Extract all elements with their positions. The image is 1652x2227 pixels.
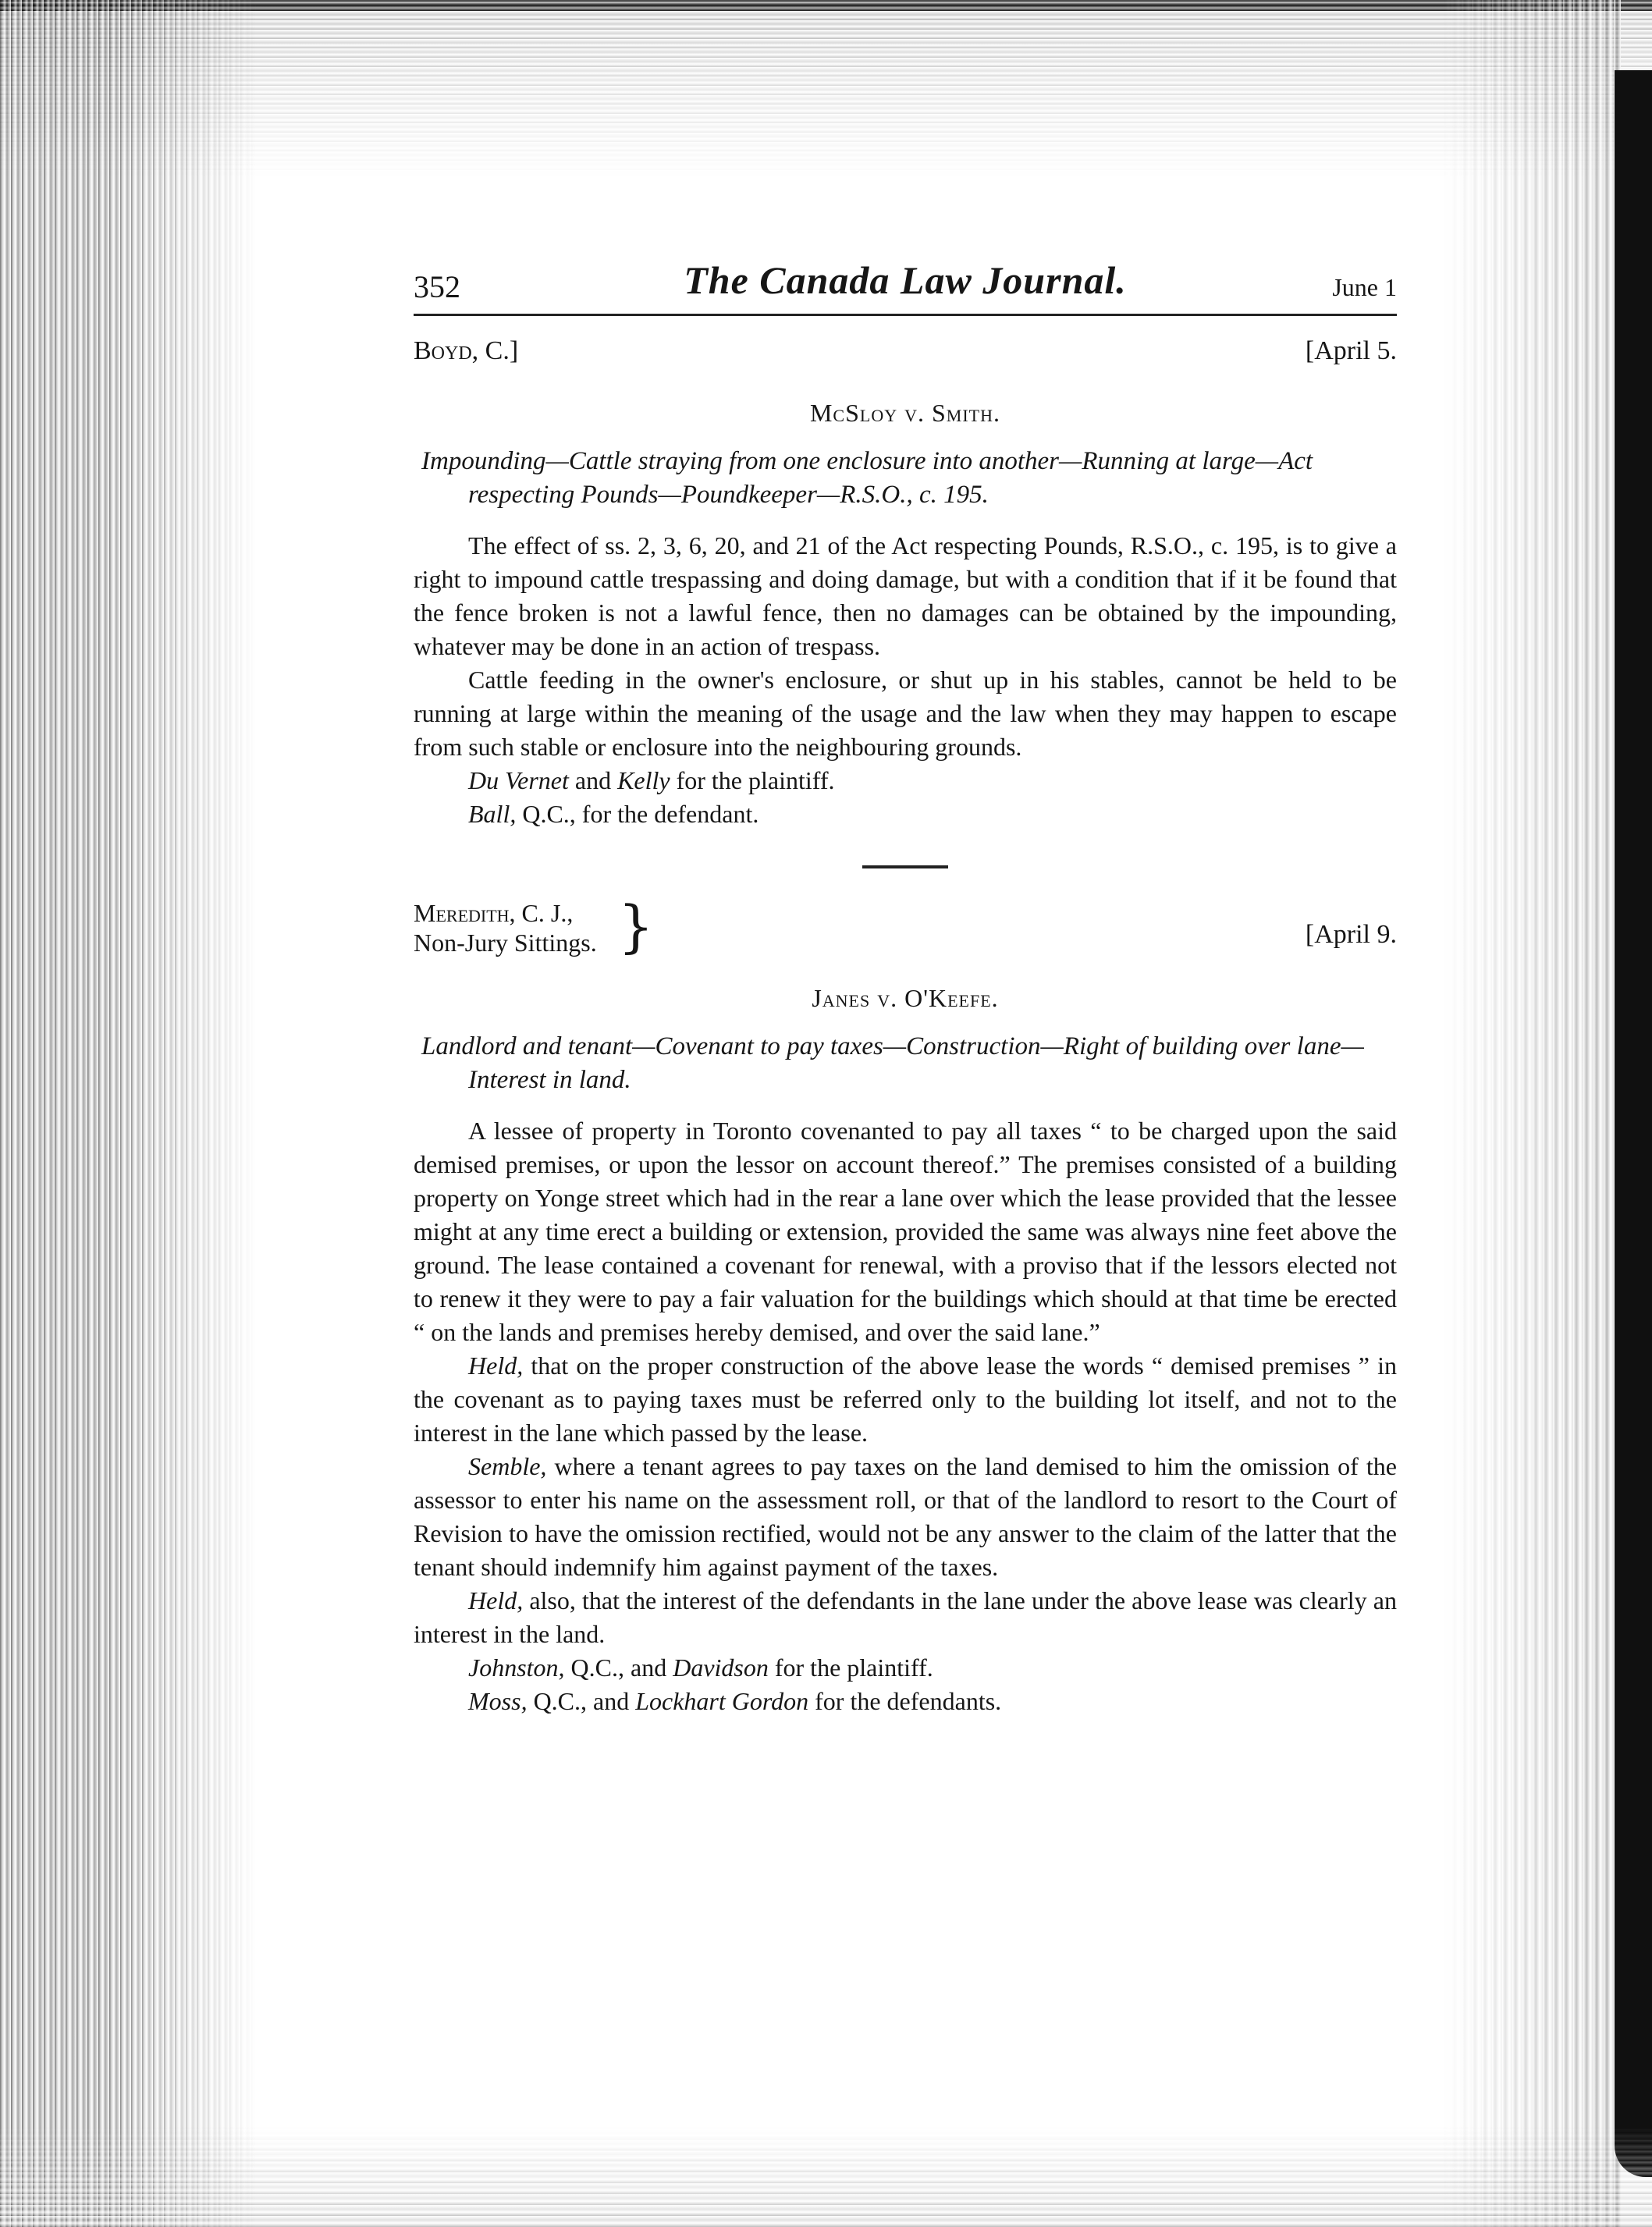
counsel-defendant	[468, 797, 1397, 831]
brace-glyph: }	[618, 893, 654, 959]
running-head	[414, 258, 1397, 316]
held-text: that on the proper construction of the above lease the words “ demised premises ” in the covenant as to paying taxes must be referred only to the building lot itself, and not to the interest in the lane which passed by the lease.	[414, 1351, 1397, 1447]
case-title: Janes v. O'Keefe.	[812, 984, 999, 1012]
semble-text: where a tenant agrees to pay taxes on the land demised to him the omission of the assessor to enter his name on the assessment roll, or that of the landlord to resort to the Court of Revision to have the omission rectified, would not be any answer to the claim of the latter that the tenant should indemnify him against payment of the taxes.	[414, 1452, 1397, 1581]
counsel-name: Davidson	[673, 1653, 769, 1682]
held-paragraph	[414, 1584, 1397, 1651]
counsel-text: and	[568, 766, 618, 794]
journal-title: The Canada Law Journal.	[684, 258, 1127, 302]
counsel-name: Lockhart Gordon	[635, 1687, 809, 1715]
headnote: Impounding—Cattle straying from one enclosure into another—Running at large—Act respecting Pounds—Poundkeeper—R.S.O., c. 195.	[421, 447, 1313, 509]
counsel-text: Q.C., for the defendant.	[516, 800, 759, 828]
scan-noise-left	[0, 0, 258, 2227]
counsel-text: for the plaintiff.	[768, 1653, 933, 1682]
judge-name: Boyd, C.]	[414, 336, 519, 365]
case-mcsloy-v-smith	[414, 336, 1397, 831]
case-divider	[862, 865, 948, 868]
court-row	[414, 336, 1397, 385]
decision-date: [April 5.	[1305, 336, 1397, 365]
headnote: Landlord and tenant—Covenant to pay taxes—Construction—Right of building over lane—Interest in land.	[421, 1032, 1364, 1094]
counsel-name: Ball,	[468, 800, 517, 828]
counsel-plaintiff	[468, 764, 1397, 797]
court-session: Non-Jury Sittings.	[414, 929, 597, 957]
counsel-defendant	[468, 1685, 1397, 1718]
scan-noise-bottom	[0, 2126, 1652, 2227]
semble-paragraph	[414, 1450, 1397, 1584]
judge-block	[414, 898, 597, 957]
counsel-plaintiff	[468, 1651, 1397, 1685]
decision-date: [April 9.	[1305, 920, 1397, 949]
paragraph: A lessee of property in Toronto covenanted to pay all taxes “ to be charged upon the said demised premises, or upon the lessor on account thereof.” The premises consisted of a building property on Yonge street which had in the rear a lane over which the lease provided that the lessee might at any time erect a building or extension, provided the same was always nine feet above the ground. The lease contained a covenant for renewal, with a proviso that if the lessors elected not to renew it they were to pay a fair valuation for the buildings which should at that time be erected “ on the lands and premises hereby demised, and over the said lane.”	[414, 1117, 1397, 1346]
judge-name: Meredith, C. J.,	[414, 899, 574, 927]
case-janes-v-okeefe	[414, 893, 1397, 1718]
counsel-name: Moss,	[468, 1687, 528, 1715]
court-row	[414, 893, 1397, 970]
issue-date: June 1	[1332, 273, 1397, 301]
counsel-name: Johnston,	[468, 1653, 565, 1682]
held-paragraph	[414, 1349, 1397, 1450]
paragraph: The effect of ss. 2, 3, 6, 20, and 21 of the Act respecting Pounds, R.S.O., c. 195, is to give a right to impound cattle trespassing and doing damage, but with a condition that if it be found that the fence broken is not a lawful fence, then no damages can be obtained by the impounding, whatever may be done in an action of trespass.	[414, 531, 1397, 660]
counsel-name: Du Vernet	[468, 766, 569, 794]
counsel-text: for the plaintiff.	[670, 766, 835, 794]
scan-right-border	[1615, 70, 1652, 2177]
counsel-name: Kelly	[617, 766, 670, 794]
scan-noise-right	[1441, 0, 1621, 2227]
counsel-text: Q.C., and	[527, 1687, 636, 1715]
held-lead: Held,	[468, 1586, 524, 1614]
held-lead: Held,	[468, 1351, 524, 1380]
semble-lead: Semble,	[468, 1452, 547, 1480]
paragraph: Cattle feeding in the owner's enclosure, or shut up in his stables, cannot be held to be running at large within the meaning of the usage and the law when they may happen to escape from such stable or enclosure into the neighbouring grounds.	[414, 666, 1397, 761]
page-number: 352	[414, 269, 460, 304]
case-title: McSloy v. Smith.	[809, 399, 1001, 427]
counsel-text: Q.C., and	[564, 1653, 673, 1682]
held-text: also, that the interest of the defendants in the lane under the above lease was clearly an interest in the land.	[414, 1586, 1397, 1648]
counsel-text: for the defendants.	[808, 1687, 1002, 1715]
page-content	[414, 258, 1397, 1718]
